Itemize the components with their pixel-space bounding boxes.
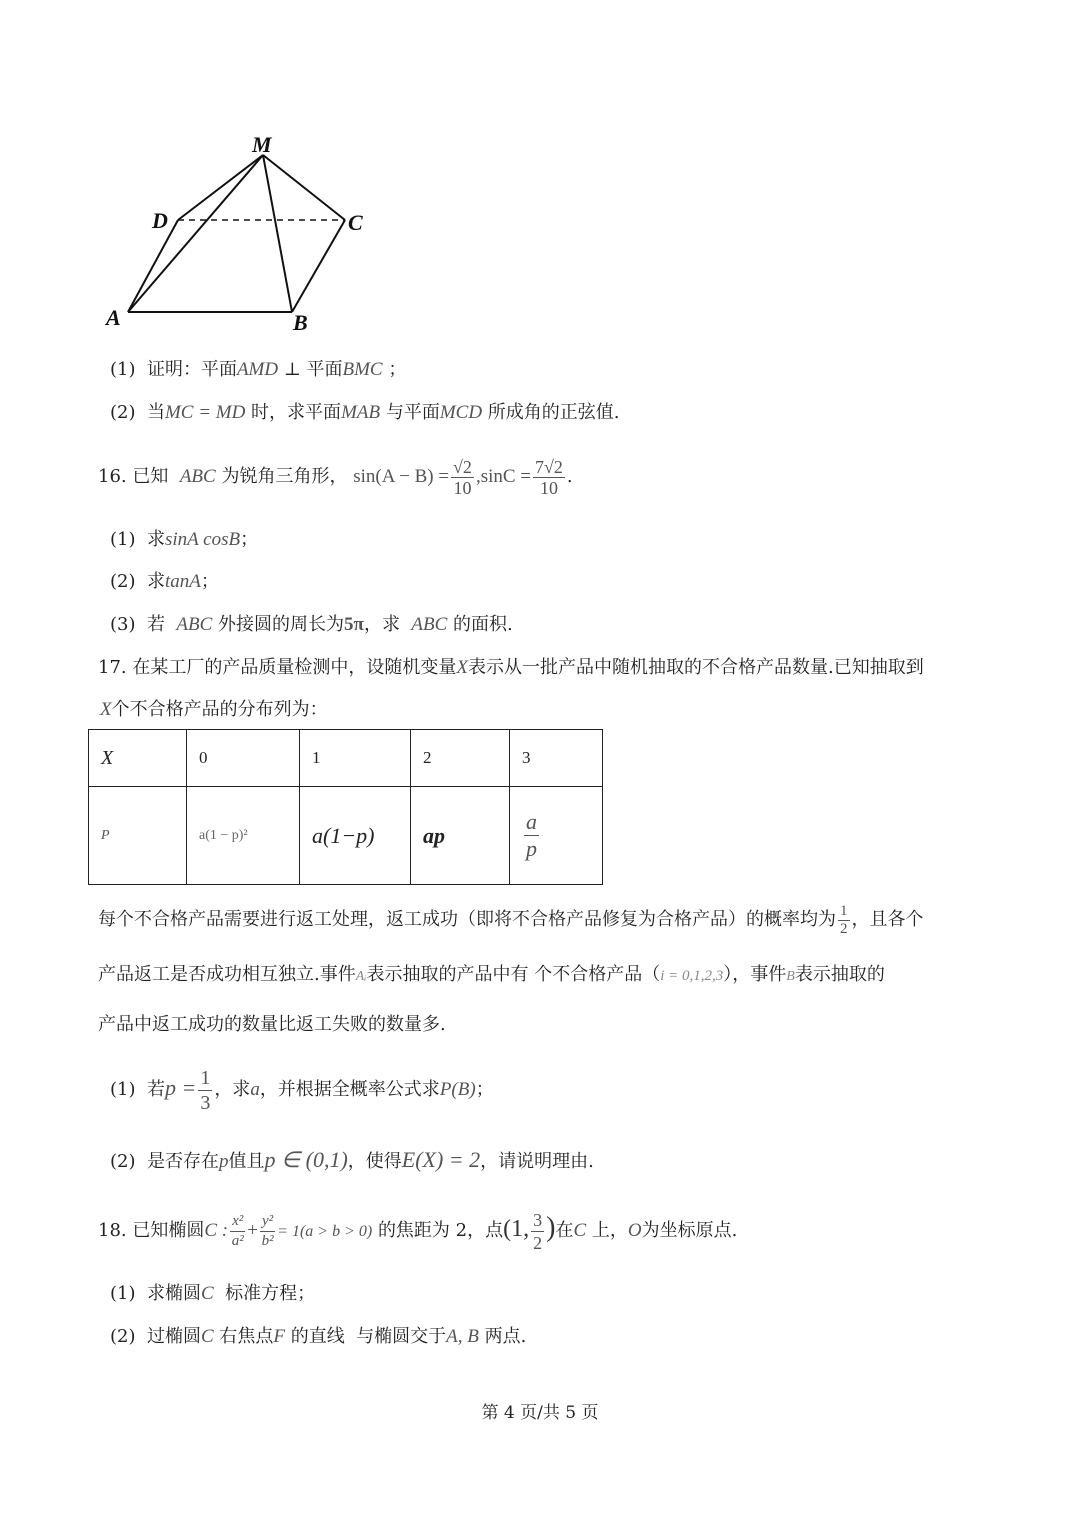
denominator: p — [526, 836, 537, 861]
numerator: x² — [230, 1212, 245, 1232]
math: MCD — [439, 402, 483, 423]
q17-part1 — [110, 1060, 494, 1118]
fraction — [451, 457, 474, 498]
q18-part1 — [110, 1282, 315, 1306]
math: C — [200, 1283, 214, 1304]
q17-paragraph-line3 — [98, 1013, 446, 1037]
math: BMC — [342, 359, 383, 380]
text: 与平面 — [380, 402, 440, 423]
denominator: b² — [261, 1232, 274, 1249]
denominator: 3 — [200, 1091, 211, 1114]
q17-stem-line2 — [100, 698, 328, 722]
table-cell: X — [89, 730, 187, 787]
text: ； — [475, 1079, 494, 1100]
text: . — [566, 466, 573, 487]
text: 当 — [146, 402, 165, 423]
q16-part2 — [110, 570, 219, 594]
part-number: (2) — [110, 571, 136, 592]
text: ； — [382, 359, 407, 380]
text: 的焦距为 2，点 — [377, 1220, 504, 1241]
vertex-label-a: A — [106, 305, 121, 330]
fraction — [838, 903, 850, 938]
table-cell: 1 — [300, 730, 411, 787]
page-footer: 第 4 页/共 5 页 — [481, 1403, 599, 1423]
numerator: √2 — [453, 456, 472, 477]
question-number: 18. — [98, 1220, 127, 1241]
text: 求椭圆 — [146, 1283, 201, 1304]
math: p = — [164, 1075, 197, 1100]
part-number: (2) — [110, 1151, 136, 1172]
text: 两点. — [484, 1326, 527, 1347]
math: ABC — [176, 614, 213, 635]
text: ，求 — [214, 1079, 251, 1100]
text: 在 — [555, 1220, 574, 1241]
table-row — [89, 787, 603, 885]
part-number: (1) — [110, 359, 136, 380]
math: F — [273, 1326, 285, 1347]
text: 每个不合格产品需要进行返工处理，返工成功（即将不合格产品修复为合格产品）的概率均为 — [98, 909, 836, 930]
q16-part1 — [110, 528, 258, 552]
math: C — [200, 1326, 214, 1347]
math: AMD — [236, 359, 279, 380]
math: MAB — [341, 402, 381, 423]
math: p — [218, 1151, 229, 1172]
part-number: (2) — [110, 1326, 136, 1347]
text: 外接圆的周长为 — [218, 614, 345, 635]
q15-part1 — [110, 358, 406, 382]
text: ，请说明理由. — [480, 1151, 594, 1172]
table-row — [89, 730, 603, 787]
q17-paragraph-line1 — [98, 898, 924, 942]
fraction — [533, 457, 565, 498]
question-number: 17. — [98, 657, 127, 678]
text: 在某工厂的产品质量检测中，设随机变量 — [132, 657, 457, 678]
text: 表示抽取的产品中有 个不合格产品（ — [366, 964, 661, 985]
text: ，并根据全概率公式求 — [259, 1079, 440, 1100]
numerator: 1 — [200, 1066, 211, 1089]
vertex-label-b: B — [293, 310, 308, 335]
math: 5π — [344, 614, 364, 635]
text: 产品中返工成功的数量比返工失败的数量多. — [98, 1014, 446, 1035]
text: 求 — [146, 529, 165, 550]
text: ），事件 — [723, 964, 787, 985]
math: E(X) = 2 — [401, 1147, 481, 1172]
q15-part2 — [110, 401, 620, 425]
text: 的面积. — [453, 614, 513, 635]
text: ，且各个 — [851, 909, 924, 930]
math: tanA — [164, 571, 201, 592]
text: ，求 — [363, 614, 400, 635]
math: = 1(a > b > 0) — [277, 1223, 373, 1240]
denominator: a² — [231, 1232, 244, 1249]
math: sin(A − B) = — [353, 466, 450, 487]
text: 为坐标原点. — [641, 1220, 738, 1241]
vertex-label-m: M — [252, 132, 272, 157]
q17-paragraph-line2 — [98, 963, 885, 989]
q17-stem-line1 — [98, 656, 924, 680]
part-number: (1) — [110, 529, 136, 550]
math: a — [250, 1079, 260, 1100]
table-cell: a(1 − p)² — [187, 787, 300, 885]
text: 求 — [146, 571, 165, 592]
math: sinA cosB — [164, 529, 241, 550]
q16-part3 — [110, 613, 513, 637]
denominator: 10 — [453, 477, 472, 498]
text: 若 — [146, 1079, 165, 1100]
text: 标准方程； — [213, 1283, 316, 1304]
text: 右焦点 — [219, 1326, 274, 1347]
denominator: 2 — [533, 1232, 543, 1253]
math: C : — [204, 1220, 229, 1241]
text: ； — [240, 529, 259, 550]
part-number: (3) — [110, 614, 136, 635]
text: 已知 — [132, 466, 169, 487]
pyramid-figure — [0, 0, 400, 340]
math: B — [786, 969, 795, 984]
table-cell: 2 — [411, 730, 510, 787]
numerator: 1 — [840, 902, 848, 919]
q18-part2 — [110, 1325, 526, 1349]
text: 产品返工是否成功相互独立.事件 — [98, 964, 356, 985]
math: ABC — [179, 466, 216, 487]
table-cell: 3 — [510, 730, 603, 787]
text: 过椭圆 — [146, 1326, 201, 1347]
vertex-label-c: C — [348, 210, 363, 235]
numerator: a — [526, 809, 537, 834]
math: C — [573, 1220, 587, 1241]
text: 若 — [146, 614, 165, 635]
part-number: (1) — [110, 1283, 136, 1304]
numerator: 7√2 — [535, 456, 563, 477]
denominator: 10 — [539, 477, 558, 498]
fraction — [198, 1066, 212, 1115]
numerator: 3 — [533, 1209, 543, 1230]
q16-stem — [98, 452, 573, 502]
text: 个不合格产品的分布列为： — [111, 699, 328, 720]
q18-stem — [98, 1200, 737, 1260]
text: ⊥ 平面 — [278, 359, 343, 380]
math: A, B — [446, 1326, 479, 1347]
fraction — [531, 1209, 544, 1254]
math: O — [627, 1220, 642, 1241]
table-cell: ap — [411, 787, 510, 885]
question-number: 16. — [98, 466, 127, 487]
math: ,sinC = — [475, 466, 531, 487]
text: 已知椭圆 — [132, 1220, 205, 1241]
q17-part2 — [110, 1148, 594, 1174]
text: 表示从一批产品中随机抽取的不合格产品数量.已知抽取到 — [467, 657, 924, 678]
vertex-label-d: D — [152, 208, 168, 233]
text: 所成角的正弦值. — [482, 402, 620, 423]
text: ，使得 — [347, 1151, 402, 1172]
math: (1, — [503, 1216, 530, 1242]
fraction — [260, 1212, 275, 1251]
math: X — [100, 699, 112, 720]
text: 证明：平面 — [146, 359, 237, 380]
text: ； — [200, 571, 219, 592]
math: MC = MD — [164, 402, 246, 423]
math: ABC — [411, 614, 448, 635]
part-number: (2) — [110, 402, 136, 423]
table-cell: 0 — [187, 730, 300, 787]
math: ) — [546, 1212, 556, 1243]
text: 时，求平面 — [245, 402, 342, 423]
math: p ∈ (0,1) — [264, 1147, 348, 1172]
text: 表示抽取的 — [794, 964, 885, 985]
table-cell — [510, 787, 603, 885]
math: Aᵢ — [355, 969, 367, 984]
text: 值且 — [228, 1151, 265, 1172]
math: + — [247, 1220, 258, 1241]
math: i = 0,1,2,3 — [660, 968, 724, 984]
table-cell: a(1−p) — [300, 787, 411, 885]
text: 为锐角三角形， — [221, 466, 348, 487]
distribution-table — [88, 729, 603, 885]
numerator: y² — [260, 1212, 275, 1232]
math: X — [456, 657, 468, 678]
part-number: (1) — [110, 1079, 136, 1100]
fraction — [230, 1212, 245, 1251]
denominator: 2 — [840, 920, 848, 937]
table-cell: P — [89, 787, 187, 885]
text: 是否存在 — [146, 1151, 219, 1172]
text: 的直线 与椭圆交于 — [290, 1326, 447, 1347]
math: P(B) — [439, 1079, 476, 1100]
text: 上， — [591, 1220, 628, 1241]
